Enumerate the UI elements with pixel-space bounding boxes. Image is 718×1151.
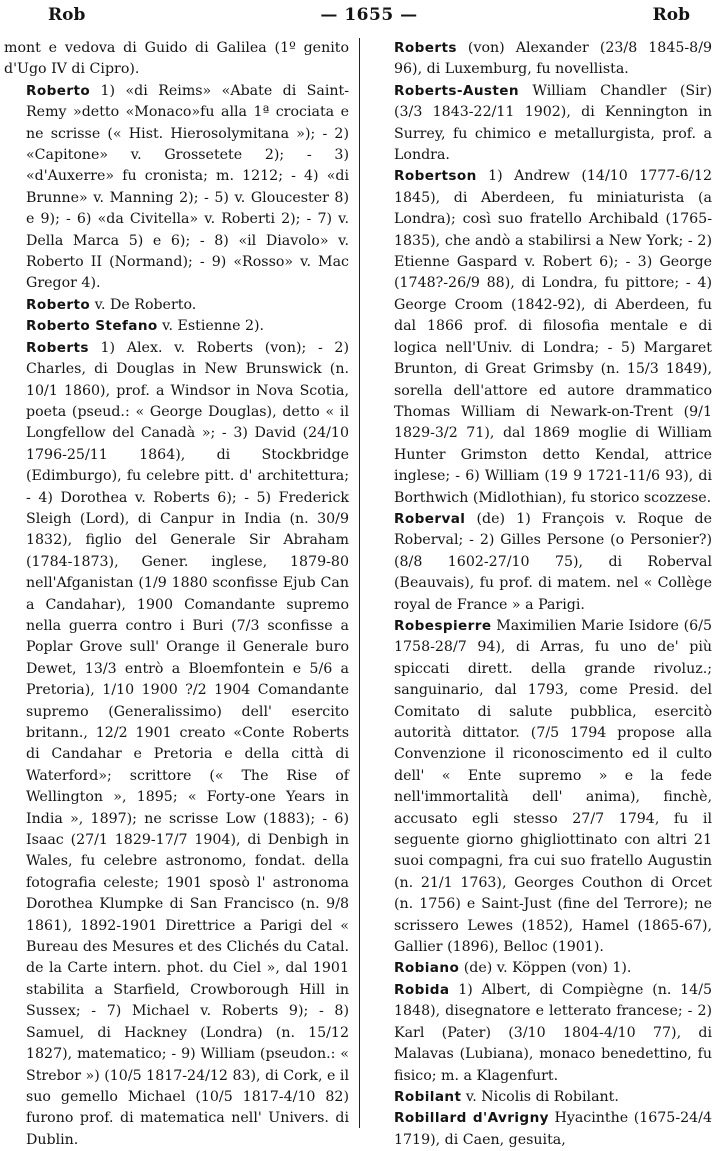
entry-headword: Roberto Stefano [26, 318, 158, 335]
entry [372, 509, 712, 616]
header-right-keyword: Rob [652, 5, 690, 25]
entry-text: 1) Albert, di Compiègne (n. 14/5 1848), disegnatore e letterato francese; - 2) Karl (Pater) (3/10 1804-4/10 77), di Malavas (Lubiana), monaco benedettino, fu fisico; m. a Klagenfurt. [394, 981, 712, 1084]
entry [4, 38, 349, 81]
entry [372, 616, 712, 959]
entry-text: (von) Alexander (23/8 1845-8/9 96), di Luxemburg, fu novellista. [394, 40, 712, 78]
entry-headword: Robespierre [394, 617, 492, 634]
entry-headword: Robiano [394, 960, 460, 977]
entry-text: 1) Alex. v. Roberts (von); - 2) Charles, di Douglas in New Brunswick (n. 10/1 1860), prof. a Windsor in Nova Scotia, poeta (pseud.: « George Douglas), detto « il Longfellow del Canadà »; - 3) David (24/10 1796-25/11 1864), di Stockbridge (Edimburgo), fu celebre pitt. d' architettura; - 4) Dorothea v. Roberts 6); - 5) Frederick Sleigh (Lord), di Canpur in India (n. 30/9 1832), figlio del Generale Sir Abraham (1784-1873), Gener. inglese, 1879-80 nell'Afganistan (1/9 1880 sconfisse Ejub Can a Candahar), 1900 Comandante supremo nella guerra contro i Buri (7/3 sconfisse a Poplar Grove sull' Orange il Generale buro Dewet, 13/3 entrò a Bloemfontein e 5/6 a Pretoria), 1/10 1900 ?/2 1904 Comandante supremo (Generalissimo) dell' esercito britann., 12/2 1901 creato «Conte Roberts di Candahar e Pretoria e della città di Waterford»; scrittore (« The Rise of Wellington », 1895; « Forty-one Years in India », 1897); ne scrisse Low (1883); - 6) Isaac (27/1 1829-17/7 1904), di Denbigh in Wales, fu celebre astronomo, fondat. della fotografia celeste; 1901 sposò l' astronoma Dorothea Klumpke di San Francisco (n. 9/8 1861), 1892-1901 Direttrice a Parigi del « Bureau des Mesures et des Clichés du Catal. de la Carte intern. phot. du Ciel », dal 1901 stabilita a Starfield, Crowborough Hill in Sussex; - 7) Michael v. Roberts 9); - 8) Samuel, di Hackney (Londra) (n. 15/12 1827), matematico; - 9) William (pseudon.: « Strebor ») (10/5 1817-24/12 83), di Cork, e il suo gemello Michael (10/5 1817-4/10 82) furono prof. di matematica nell' Univers. di Dublin. [26, 339, 349, 1148]
entry-headword: Robida [394, 981, 450, 998]
right-column [372, 38, 713, 1148]
entry-text: v. Nicolis di Robilant. [465, 1088, 619, 1105]
entry [4, 295, 349, 316]
column-divider [359, 38, 360, 1128]
entry [372, 958, 712, 979]
entry-headword: Roberts [394, 40, 457, 56]
entry-text: mont e vedova di Guido di Galilea (1º genito d'Ugo IV di Cipro). [4, 40, 349, 78]
left-column [4, 38, 349, 1148]
entry-headword: Robilant [394, 1088, 462, 1105]
entry-text: v. De Roberto. [94, 296, 197, 313]
entry-headword: Roberts [26, 339, 89, 356]
entry [372, 1108, 712, 1151]
entry-text: 1) Andrew (14/10 1777-6/12 1845), di Aberdeen, fu miniaturista (a Londra); così suo fratello Archibald (1765-1835), che andò a stabilirsi a New York; - 2) Etienne Gaspard v. Robert 6); - 3) George (1748?-26/9 88), di Londra, fu pittore; - 4) George Croom (1842-92), di Aberdeen, fu dal 1866 prof. di filosofia mentale e di logica nell'Univ. di Londra; - 5) Margaret Brunton, di Great Grimsby (n. 15/3 1849), sorella dell'attore ed autore drammatico Thomas William di Newark-on-Trent (9/1 1829-3/2 71), dal 1869 moglie di William Hunter Grimston detto Kendal, attrice inglese; - 6) William (19 9 1721-11/6 93), di Borthwich (Midlothian), fu storico scozzese. [394, 168, 712, 506]
entry [372, 38, 712, 81]
header-left-keyword: Rob [48, 5, 86, 25]
entry [372, 1087, 712, 1108]
entry [372, 166, 712, 509]
entry [4, 338, 349, 1151]
entry-headword: Roberts-Austen [394, 82, 519, 99]
entry-text: 1) «di Reims» «Abate di Saint-Remy »detto «Monaco»fu alla 1ª crociata e ne scrisse (« Hist. Hierosolymitana »); - 2) «Capitone» v. Grossetete 2); - 3) «d'Auxerre» fu cronista; m. 1212; - 4) «di Brunne» v. Manning 2); - 5) v. Gloucester 8) e 9); - 6) «da Civitella» v. Roberti 2); - 7) v. Della Marca 5) e 6); - 8) «il Diavolo» v. Roberto II (Normand); - 9) «Rosso» v. Mac Gregor 4). [26, 82, 349, 292]
entry-headword: Roberval [394, 510, 466, 527]
entry-headword: Robillard d'Avrigny [394, 1110, 549, 1127]
entry [4, 81, 349, 295]
entry-text: (de) v. Köppen (von) 1). [463, 960, 632, 977]
entry-text: Hyacinthe (1675-24/4 1719), di Caen, gesuita, [394, 1110, 712, 1148]
entry-headword: Roberto [26, 296, 91, 313]
entry-headword: Roberto [26, 82, 91, 99]
entry-text: v. Estienne 2). [162, 318, 265, 335]
entry-headword: Robertson [394, 168, 477, 185]
entry-text: Maximilien Marie Isidore (6/5 1758-28/7 94), di Arras, fu uno de' più spiccati dirett. della grande rivoluz.; sanguinario, dal 1793, come Presid. del Comitato di salute pubblica, esercitò autorità dittator. (7/5 1794 propose alla Convenzione il riconoscimento ed il culto dell' « Ente supremo » e la fede nell'immortalità dell' anima), finchè, accusato egli stesso 27/7 1794, fu il seguente giorno ghigliottinato con altri 21 suoi compagni, fra cui suo fratello Augustin (n. 21/1 1763), Georges Couthon di Orcet (n. 1756) e Saint-Just (fine del Terrore); ne scrissero Lewes (1852), Hamel (1865-67), Gallier (1896), Belloc (1901). [394, 617, 713, 956]
page-number: — 1655 — [320, 5, 418, 25]
entry-text: (de) 1) François v. Roque de Roberval; - 2) Gilles Persone (o Personier?) (8/8 1602-27/10 75), di Roberval (Beauvais), fu prof. di matem. nel « Collège royal de France » a Parigi. [394, 510, 712, 613]
running-header [0, 0, 718, 30]
entry [372, 980, 712, 1087]
entry [372, 81, 712, 167]
entry-text: William Chandler (Sir) (3/3 1843-22/11 1902), di Kennington in Surrey, fu chimico e metallurgista, prof. a Londra. [394, 82, 712, 164]
entry [4, 316, 349, 337]
